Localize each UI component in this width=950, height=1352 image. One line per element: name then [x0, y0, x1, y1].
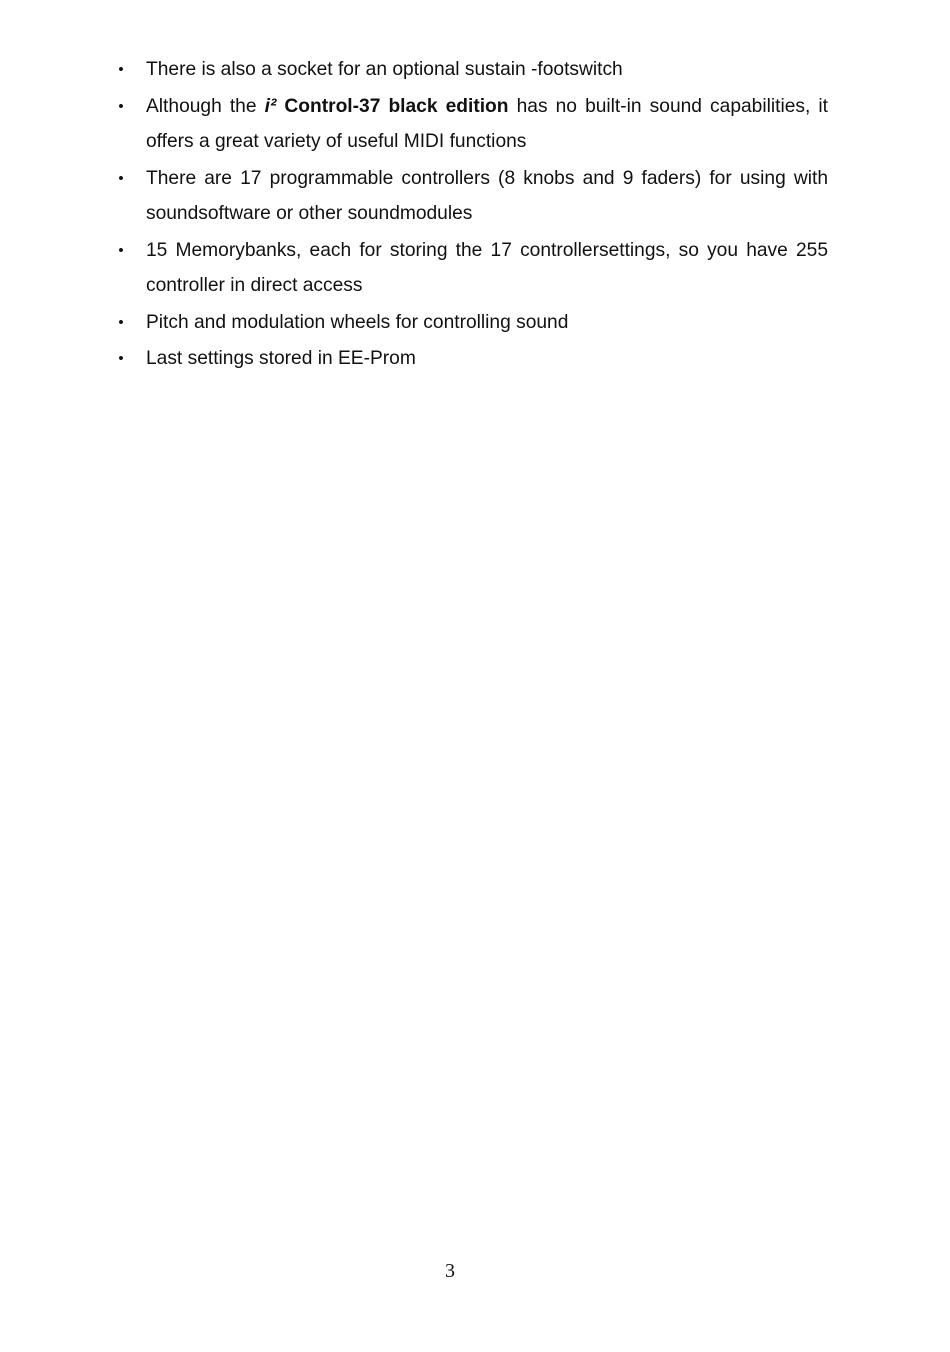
- bullet-icon: •: [118, 97, 124, 115]
- feature-text: Last settings stored in EE-Prom: [146, 348, 416, 369]
- product-name: Control-37 black edition: [276, 95, 509, 117]
- feature-text-before: Although the: [146, 95, 265, 117]
- feature-item-wheels: [116, 305, 828, 341]
- bullet-icon: •: [118, 169, 124, 187]
- feature-text-after: has no built-in sound capabilities, it offers a great variety of useful MIDI functions: [146, 95, 828, 152]
- feature-item-controllers: [116, 161, 828, 232]
- bullet-icon: •: [118, 350, 124, 367]
- feature-item-footswitch: [116, 52, 828, 88]
- feature-item-midi-functions: [116, 89, 828, 160]
- bullet-icon: •: [118, 313, 124, 331]
- feature-list: [116, 52, 828, 378]
- feature-text: There is also a socket for an optional sustain -footswitch: [146, 59, 623, 80]
- feature-item-memorybanks: [116, 233, 828, 304]
- feature-text: Pitch and modulation wheels for controlling sound: [146, 311, 569, 333]
- bullet-icon: •: [118, 241, 124, 259]
- bullet-icon: •: [118, 61, 124, 78]
- page-number: 3: [445, 1260, 455, 1282]
- feature-text: 15 Memorybanks, each for storing the 17 controllersettings, so you have 255 controller in direct access: [146, 239, 828, 296]
- feature-item-eeprom: [116, 341, 828, 377]
- feature-text: There are 17 programmable controllers (8 knobs and 9 faders) for using with soundsoftware or other soundmodules: [146, 167, 828, 224]
- product-prefix: i²: [264, 95, 277, 117]
